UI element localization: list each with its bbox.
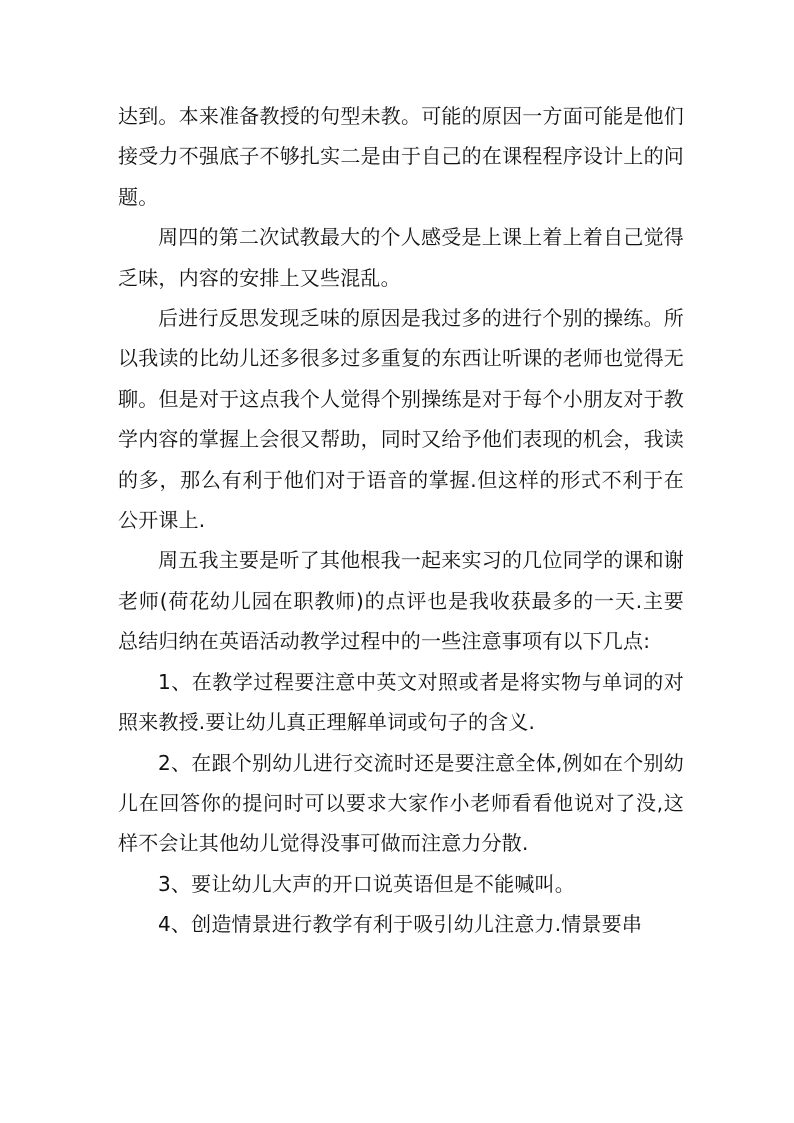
paragraph-5: 1、在教学过程要注意中英文对照或者是将实物与单词的对照来教授.要让幼儿真正理解单词或句子的含义.: [118, 669, 684, 735]
paragraph-7: 3、要让幼儿大声的开口说英语但是不能喊叫。: [158, 871, 575, 896]
document-body: [118, 96, 684, 945]
paragraph-3: 后进行反思发现乏味的原因是我过多的进行个别的操练。所以我读的比幼儿还多很多过多重复的东西让听课的老师也觉得无聊。但是对于这点我个人觉得个别操练是对于每个小朋友对于教学内容的掌握上会很又帮助，同时又给予他们表现的机会，我读的多，那么有利于他们对于语音的掌握.但这样的形式不利于在公开课上.: [118, 306, 684, 533]
paragraph-8: 4、创造情景进行教学有利于吸引幼儿注意力.情景要串: [158, 912, 643, 937]
paragraph-4: 周五我主要是听了其他根我一起来实习的几位同学的课和谢老师(荷花幼儿园在职教师)的点评也是我收获最多的一天.主要总结归纳在英语活动教学过程中的一些注意事项有以下几点:: [118, 548, 684, 654]
paragraph-6: 2、在跟个别幼儿进行交流时还是要注意全体,例如在个别幼儿在回答你的提问时可以要求大家作小老师看看他说对了没,这样不会让其他幼儿觉得没事可做而注意力分散.: [118, 750, 684, 856]
paragraph-2: 周四的第二次试教最大的个人感受是上课上着上着自己觉得乏味，内容的安排上又些混乱。: [118, 225, 684, 290]
paragraph-1: 达到。本来准备教授的句型未教。可能的原因一方面可能是他们接受力不强底子不够扎实二是由于自己的在课程程序设计上的问题。: [118, 104, 684, 209]
